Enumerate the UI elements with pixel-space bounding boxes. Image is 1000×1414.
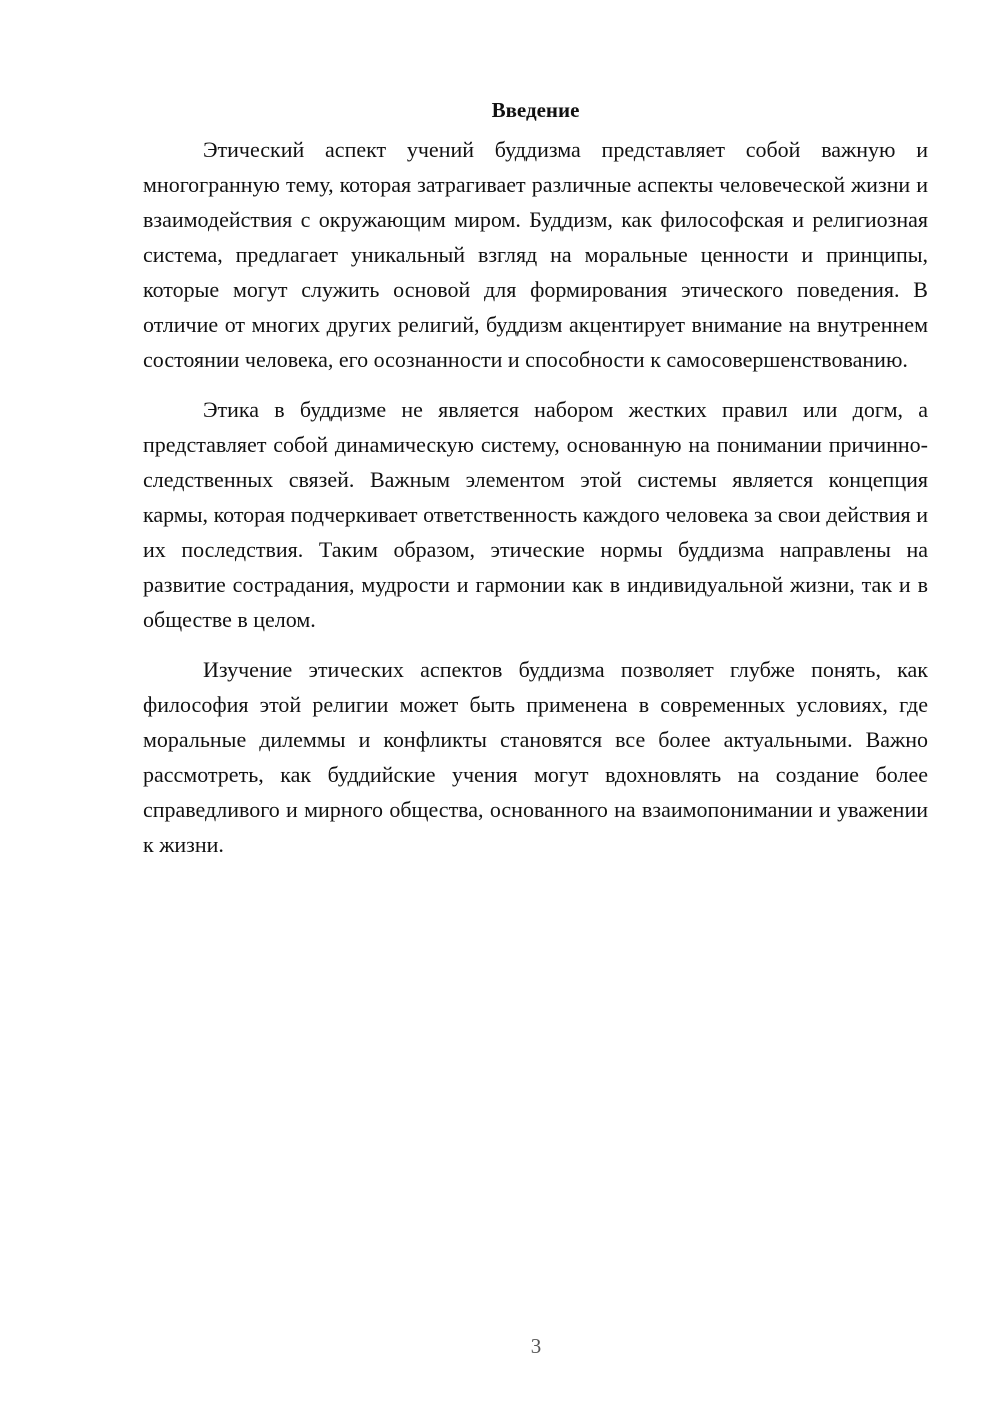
section-heading: Введение	[491, 98, 580, 122]
paragraph-1: Этический аспект учений буддизма представляет собой важную и многогранную тему, которая затрагивает различные аспекты человеческой жизни и взаимодействия с окружающим миром. Буддизм, как философская и религиозная система, предлагает уникальный взгляд на моральные ценности и принципы, которые могут служить основой для формирования этического поведения. В отличие от многих других религий, буддизм акцентирует внимание на внутреннем состоянии человека, его осознанности и способности к самосовершенствованию.	[143, 137, 928, 372]
paragraph-2: Этика в буддизме не является набором жестких правил или догм, а представляет собой динамическую систему, основанную на понимании причинно-следственных связей. Важным элементом этой системы является концепция кармы, которая подчеркивает ответственность каждого человека за свои действия и их последствия. Таким образом, этические нормы буддизма направлены на развитие сострадания, мудрости и гармонии как в индивидуальной жизни, так и в обществе в целом.	[143, 397, 928, 632]
page-content	[143, 92, 928, 877]
paragraph-3: Изучение этических аспектов буддизма позволяет глубже понять, как философия этой религии может быть применена в современных условиях, где моральные дилеммы и конфликты становятся все более актуальными. Важно рассмотреть, как буддийские учения могут вдохновлять на создание более справедливого и мирного общества, основанного на взаимопонимании и уважении к жизни.	[143, 657, 928, 857]
page-number: 3	[530, 1334, 542, 1358]
